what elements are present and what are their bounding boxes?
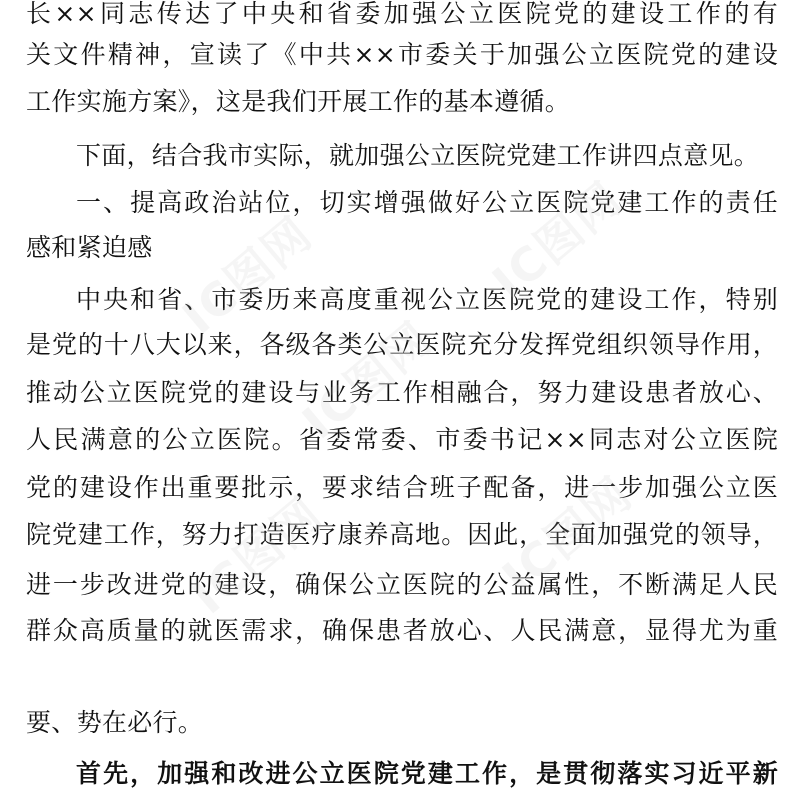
section-heading-line-2: 感和紧迫感 [26, 233, 153, 262]
watermark-5: IC图网 [492, 466, 643, 605]
watermark-3: IC图网 [292, 311, 443, 450]
text-line-12: 院党建工作，努力打造医疗康养高地。因此，全面加强党的领导， [26, 520, 778, 549]
watermark-4: IC图网 [182, 486, 333, 625]
text-line-4: 下面，结合我市实际，就加强公立医院党建工作讲四点意见。 [76, 141, 760, 170]
watermark-2: IC图网 [482, 171, 633, 310]
text-line-3: 工作实施方案》，这是我们开展工作的基本遵循。 [26, 87, 571, 116]
text-line-11: 党的建设作出重要批示，要求结合班子配备，进一步加强公立医 [26, 473, 778, 502]
watermark-1: IC图网 [172, 206, 323, 345]
text-line-14: 群众高质量的就医需求，确保患者放心、人民满意，显得尤为重 [26, 616, 778, 645]
text-line-13: 进一步改进党的建设，确保公立医院的公益属性，不断满足人民 [26, 570, 778, 599]
text-line-1: 长××同志传达了中央和省委加强公立医院党的建设工作的有 [26, 0, 778, 28]
text-line-9: 推动公立医院党的建设与业务工作相融合，努力建设患者放心、 [26, 378, 778, 407]
text-line-15: 要、势在必行。 [26, 708, 204, 737]
text-line-8: 是党的十八大以来，各级各类公立医院充分发挥党组织领导作用， [26, 330, 778, 359]
text-line-7: 中央和省、市委历来高度重视公立医院党的建设工作，特别 [76, 285, 778, 314]
section-heading-line-1: 一、提高政治站位，切实增强做好公立医院党建工作的责任 [76, 188, 778, 217]
text-line-10: 人民满意的公立医院。省委常委、市委书记××同志对公立医院 [26, 425, 778, 454]
text-line-2: 关文件精神，宣读了《中共××市委关于加强公立医院党的建设 [26, 40, 778, 69]
bold-paragraph-line: 首先，加强和改进公立医院党建工作，是贯彻落实习近平新 [76, 759, 778, 788]
